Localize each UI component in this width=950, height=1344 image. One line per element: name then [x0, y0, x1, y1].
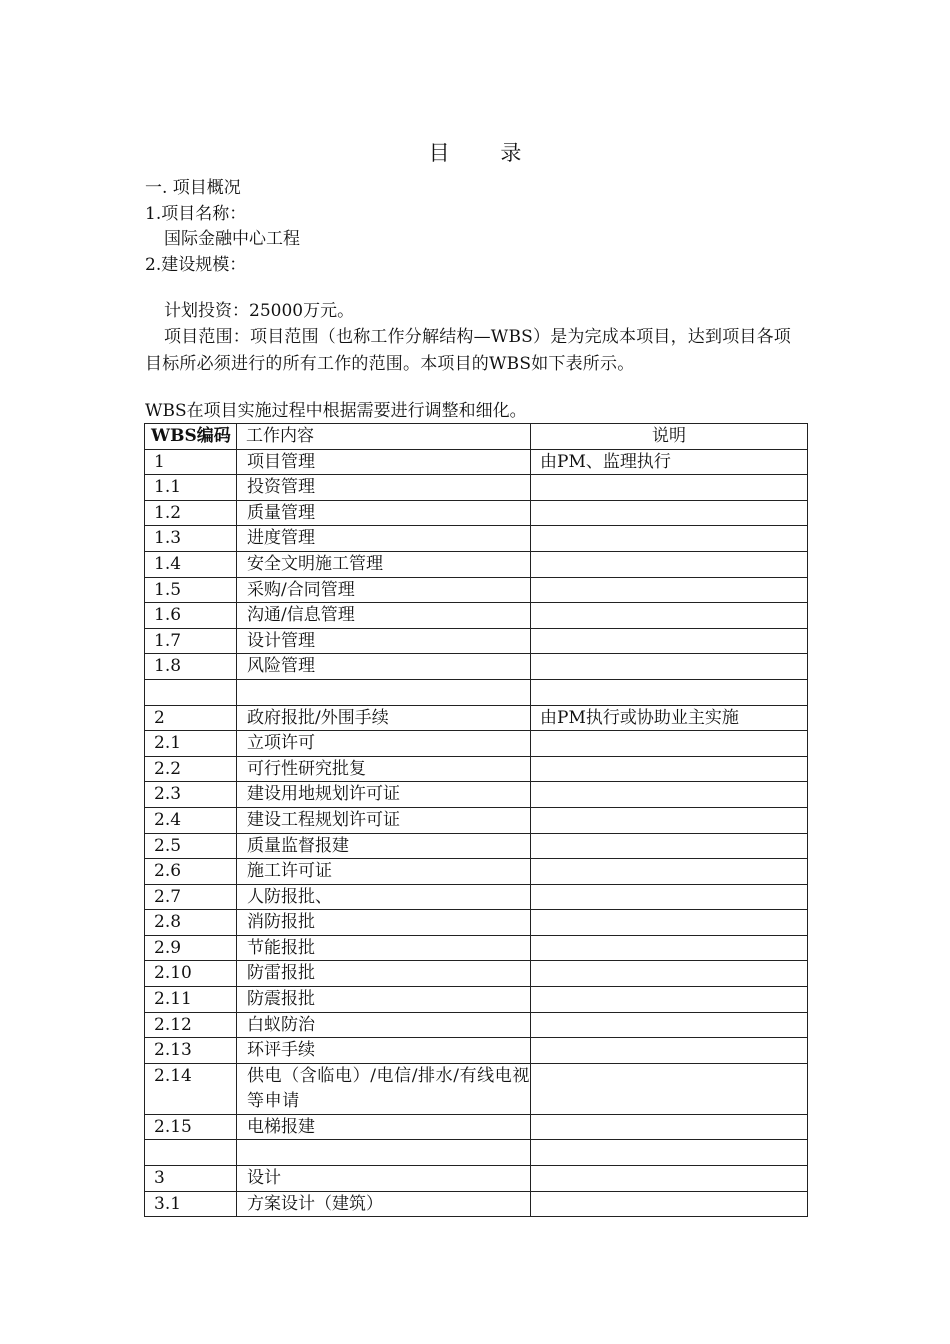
wbs-code-cell: 1.4	[145, 551, 237, 577]
work-content-cell: 电梯报建	[237, 1114, 531, 1140]
wbs-code-cell: 1.7	[145, 628, 237, 654]
wbs-code-cell: 2.1	[145, 731, 237, 757]
wbs-code-cell: 2.14	[145, 1063, 237, 1114]
description-cell	[531, 1114, 808, 1140]
description-cell	[531, 1012, 808, 1038]
description-cell	[531, 1166, 808, 1192]
description-cell	[531, 833, 808, 859]
description-cell	[531, 526, 808, 552]
work-content-cell: 采购/合同管理	[237, 577, 531, 603]
description-cell	[531, 1191, 808, 1217]
wbs-code-cell: 1.5	[145, 577, 237, 603]
wbs-note: WBS在项目实施过程中根据需要进行调整和细化。	[145, 401, 527, 421]
table-row	[145, 961, 808, 987]
description-cell	[531, 884, 808, 910]
work-content-cell: 白蚁防治	[237, 1012, 531, 1038]
description-cell	[531, 551, 808, 577]
project-name-label: 1.项目名称：	[145, 204, 247, 224]
wbs-table	[144, 423, 808, 1217]
table-row	[145, 551, 808, 577]
table-row	[145, 1166, 808, 1192]
wbs-code-cell: 2.9	[145, 935, 237, 961]
description-cell: 由PM执行或协助业主实施	[531, 705, 808, 731]
work-content-cell: 节能报批	[237, 935, 531, 961]
work-content-cell: 可行性研究批复	[237, 756, 531, 782]
description-cell	[531, 859, 808, 885]
table-row	[145, 526, 808, 552]
table-row	[145, 603, 808, 629]
header-description: 说明	[531, 424, 808, 450]
description-cell	[531, 1038, 808, 1064]
table-row	[145, 1063, 808, 1114]
wbs-code-cell: 2.15	[145, 1114, 237, 1140]
work-content-cell: 沟通/信息管理	[237, 603, 531, 629]
description-cell	[531, 910, 808, 936]
work-content-cell: 消防报批	[237, 910, 531, 936]
wbs-code-cell: 2.5	[145, 833, 237, 859]
header-work-content: 工作内容	[237, 424, 531, 450]
wbs-code-cell: 1.1	[145, 475, 237, 501]
work-content-cell: 立项许可	[237, 731, 531, 757]
header-wbs-code: WBS编码	[145, 424, 237, 450]
description-cell	[531, 987, 808, 1013]
table-row	[145, 475, 808, 501]
table-row	[145, 910, 808, 936]
wbs-code-cell: 2.6	[145, 859, 237, 885]
table-row	[145, 1140, 808, 1166]
table-row	[145, 1191, 808, 1217]
description-cell	[531, 1063, 808, 1114]
table-row	[145, 449, 808, 475]
table-row	[145, 654, 808, 680]
description-cell	[531, 782, 808, 808]
table-row	[145, 884, 808, 910]
table-row	[145, 935, 808, 961]
work-content-cell: 设计管理	[237, 628, 531, 654]
wbs-code-cell: 2.4	[145, 807, 237, 833]
table-row	[145, 756, 808, 782]
wbs-code-cell	[145, 679, 237, 705]
wbs-code-cell: 2.11	[145, 987, 237, 1013]
wbs-code-cell: 2.12	[145, 1012, 237, 1038]
wbs-code-cell: 2.8	[145, 910, 237, 936]
description-cell	[531, 756, 808, 782]
work-content-cell: 防震报批	[237, 987, 531, 1013]
work-content-cell: 环评手续	[237, 1038, 531, 1064]
description-cell	[531, 731, 808, 757]
wbs-code-cell: 1.3	[145, 526, 237, 552]
table-row	[145, 1012, 808, 1038]
planned-investment: 计划投资：25000万元。	[164, 301, 355, 321]
wbs-code-cell: 2.10	[145, 961, 237, 987]
work-content-cell: 设计	[237, 1166, 531, 1192]
description-cell: 由PM、监理执行	[531, 449, 808, 475]
table-row	[145, 679, 808, 705]
description-cell	[531, 628, 808, 654]
work-content-cell: 投资管理	[237, 475, 531, 501]
wbs-code-cell: 1.8	[145, 654, 237, 680]
work-content-cell: 供电（含临电）/电信/排水/有线电视等申请	[237, 1063, 531, 1114]
work-content-cell	[237, 679, 531, 705]
work-content-cell: 建设用地规划许可证	[237, 782, 531, 808]
section-heading: 一. 项目概况	[145, 178, 241, 198]
description-cell	[531, 654, 808, 680]
table-row	[145, 807, 808, 833]
project-scope-paragraph: 项目范围：项目范围（也称工作分解结构—WBS）是为完成本项目，达到项目各项目标所必须进行的所有工作的范围。本项目的WBS如下表所示。	[145, 327, 792, 374]
description-cell	[531, 603, 808, 629]
description-cell	[531, 807, 808, 833]
table-row	[145, 705, 808, 731]
work-content-cell	[237, 1140, 531, 1166]
table-row	[145, 833, 808, 859]
wbs-code-cell: 3.1	[145, 1191, 237, 1217]
description-cell	[531, 475, 808, 501]
work-content-cell: 质量监督报建	[237, 833, 531, 859]
work-content-cell: 施工许可证	[237, 859, 531, 885]
wbs-code-cell: 1.2	[145, 500, 237, 526]
wbs-code-cell: 2.2	[145, 756, 237, 782]
table-row	[145, 628, 808, 654]
project-name-value: 国际金融中心工程	[164, 229, 300, 249]
table-row	[145, 577, 808, 603]
description-cell	[531, 679, 808, 705]
wbs-code-cell: 2.3	[145, 782, 237, 808]
wbs-code-cell	[145, 1140, 237, 1166]
table-row	[145, 731, 808, 757]
table-row	[145, 1038, 808, 1064]
work-content-cell: 方案设计（建筑）	[237, 1191, 531, 1217]
work-content-cell: 质量管理	[237, 500, 531, 526]
description-cell	[531, 961, 808, 987]
construction-scale-label: 2.建设规模：	[145, 255, 247, 275]
description-cell	[531, 935, 808, 961]
table-row	[145, 987, 808, 1013]
table-row	[145, 500, 808, 526]
work-content-cell: 风险管理	[237, 654, 531, 680]
wbs-code-cell: 1	[145, 449, 237, 475]
wbs-code-cell: 2.7	[145, 884, 237, 910]
wbs-code-cell: 3	[145, 1166, 237, 1192]
work-content-cell: 人防报批、	[237, 884, 531, 910]
table-row	[145, 1114, 808, 1140]
wbs-code-cell: 1.6	[145, 603, 237, 629]
wbs-code-cell: 2	[145, 705, 237, 731]
work-content-cell: 政府报批/外围手续	[237, 705, 531, 731]
description-cell	[531, 577, 808, 603]
table-header-row	[145, 424, 808, 450]
description-cell	[531, 1140, 808, 1166]
table-row	[145, 782, 808, 808]
wbs-code-cell: 2.13	[145, 1038, 237, 1064]
page-title: 目 录	[428, 141, 544, 165]
work-content-cell: 项目管理	[237, 449, 531, 475]
description-cell	[531, 500, 808, 526]
work-content-cell: 建设工程规划许可证	[237, 807, 531, 833]
work-content-cell: 进度管理	[237, 526, 531, 552]
table-row	[145, 859, 808, 885]
work-content-cell: 安全文明施工管理	[237, 551, 531, 577]
work-content-cell: 防雷报批	[237, 961, 531, 987]
